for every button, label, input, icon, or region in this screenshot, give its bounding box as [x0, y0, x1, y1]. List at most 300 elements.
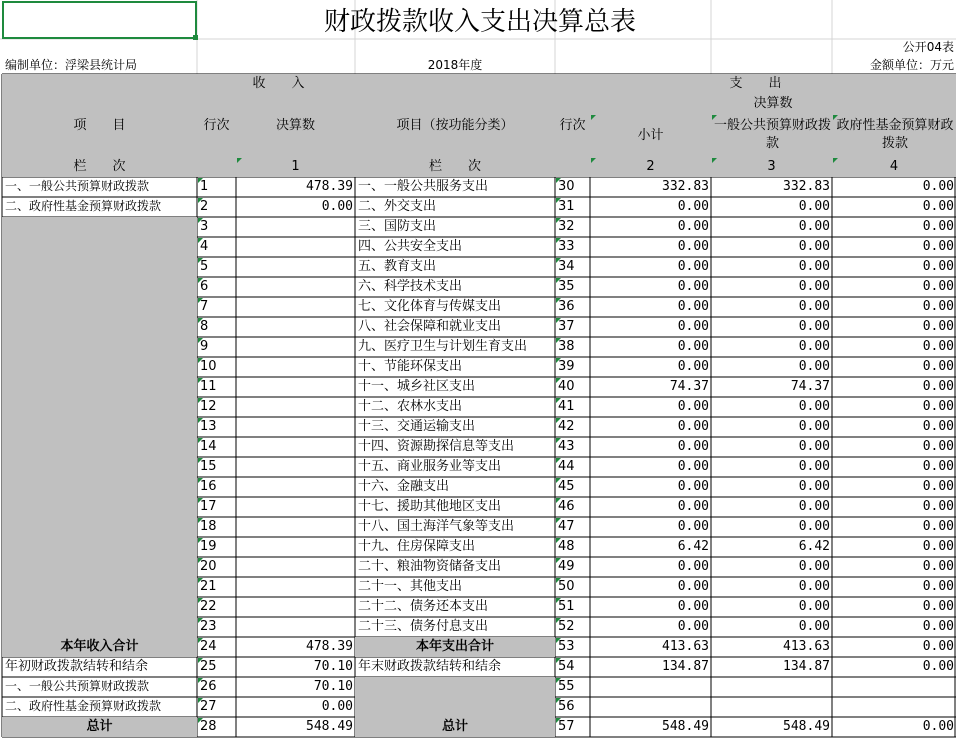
subtotal-cell[interactable] — [590, 677, 711, 697]
cell-note-indicator-icon — [556, 478, 561, 483]
income-row-number: 7 — [200, 299, 209, 314]
cell-note-indicator-icon — [198, 258, 203, 263]
expense-item-cell: 年末财政拨款结转和结余 — [358, 659, 502, 674]
cell-note-indicator-icon — [556, 438, 561, 443]
cell-note-indicator-icon — [198, 398, 203, 403]
expense-item-cell: 三、国防支出 — [358, 219, 437, 234]
cell-note-indicator-icon — [198, 558, 203, 563]
column-label-blank — [197, 157, 236, 177]
income-row-number: 17 — [200, 499, 217, 514]
subtotal-cell[interactable]: 0.00 — [677, 559, 709, 574]
cell-note-indicator-icon — [712, 158, 717, 163]
general-budget-cell[interactable] — [711, 677, 832, 697]
income-amount-cell[interactable] — [236, 477, 355, 497]
cell-note-indicator-icon — [198, 298, 203, 303]
item-header: 项 目 — [2, 94, 197, 157]
income-row-number: 27 — [200, 699, 217, 714]
cell-note-indicator-icon — [556, 178, 561, 183]
income-row-number: 6 — [200, 279, 209, 294]
income-amount-cell[interactable]: 548.49 — [306, 719, 353, 734]
income-amount-cell[interactable] — [236, 377, 355, 397]
subtotal-cell[interactable]: 6.42 — [677, 539, 709, 554]
income-amount-cell[interactable] — [236, 397, 355, 417]
cell-note-indicator-icon — [198, 358, 203, 363]
cell-note-indicator-icon — [556, 618, 561, 623]
cell-note-indicator-icon — [198, 638, 203, 643]
income-amount-cell[interactable] — [236, 337, 355, 357]
gov-fund-cell[interactable]: 0.00 — [922, 619, 954, 634]
column-number-1: 1 — [236, 157, 355, 177]
cell-note-indicator-icon — [556, 638, 561, 643]
income-row-number: 16 — [200, 479, 217, 494]
income-amount-cell[interactable]: 70.10 — [313, 679, 353, 694]
expense-item-cell: 五、教育支出 — [358, 259, 437, 274]
income-amount-cell[interactable] — [236, 417, 355, 437]
cell-note-indicator-icon — [556, 398, 561, 403]
cell-note-indicator-icon — [198, 278, 203, 283]
gov-fund-cell[interactable]: 0.00 — [922, 259, 954, 274]
gov-fund-cell[interactable]: 0.00 — [922, 639, 954, 654]
income-item-cell — [2, 217, 197, 237]
income-row-number: 25 — [200, 659, 217, 674]
expense-row-number: 32 — [558, 219, 575, 234]
gov-fund-cell[interactable]: 0.00 — [922, 439, 954, 454]
cell-note-indicator-icon — [198, 598, 203, 603]
gov-fund-cell[interactable]: 0.00 — [922, 459, 954, 474]
expense-item-cell: 八、社会保障和就业支出 — [358, 319, 502, 334]
subtotal-cell[interactable]: 74.37 — [669, 379, 709, 394]
form-code: 公开04表 — [902, 40, 954, 54]
income-row-number: 26 — [200, 679, 217, 694]
cell-note-indicator-icon — [198, 178, 203, 183]
income-item-cell: 年初财政拨款结转和结余 — [5, 659, 149, 674]
cell-note-indicator-icon — [198, 438, 203, 443]
income-amount-cell[interactable] — [236, 357, 355, 377]
expense-row-number: 35 — [558, 279, 575, 294]
general-budget-cell[interactable]: 134.87 — [783, 659, 830, 674]
general-budget-cell[interactable]: 0.00 — [798, 199, 830, 214]
income-row-number: 2 — [200, 199, 209, 214]
gov-fund-cell[interactable]: 0.00 — [922, 499, 954, 514]
income-row-number: 19 — [200, 539, 217, 554]
cell-note-indicator-icon — [198, 678, 203, 683]
fill-handle[interactable] — [193, 35, 198, 40]
expense-item-cell: 七、文化体育与传媒支出 — [358, 299, 502, 314]
cell-note-indicator-icon — [556, 378, 561, 383]
income-amount-cell[interactable] — [236, 577, 355, 597]
gov-fund-cell[interactable]: 0.00 — [922, 219, 954, 234]
subtotal-cell[interactable]: 413.63 — [662, 639, 709, 654]
income-row-number: 24 — [200, 639, 217, 654]
cell-note-indicator-icon — [198, 378, 203, 383]
function-item-header: 项目（按功能分类） — [355, 94, 555, 157]
cell-note-indicator-icon — [198, 238, 203, 243]
income-row-number: 12 — [200, 399, 217, 414]
general-budget-cell[interactable]: 332.83 — [783, 179, 830, 194]
cell-note-indicator-icon — [556, 338, 561, 343]
income-row-number: 23 — [200, 619, 217, 634]
subtotal-cell[interactable]: 0.00 — [677, 199, 709, 214]
expense-item-cell: 十七、援助其他地区支出 — [358, 499, 502, 514]
expense-item-cell: 十一、城乡社区支出 — [358, 379, 476, 394]
expense-row-number: 40 — [558, 379, 575, 394]
income-item-cell — [2, 397, 197, 417]
expense-row-number: 37 — [558, 319, 575, 334]
subtotal-cell[interactable]: 0.00 — [677, 419, 709, 434]
general-budget-cell[interactable]: 0.00 — [798, 579, 830, 594]
gov-fund-cell[interactable]: 0.00 — [922, 339, 954, 354]
final-amount-header: 决算数 — [590, 94, 956, 114]
cell-note-indicator-icon — [556, 558, 561, 563]
income-item-cell — [2, 577, 197, 597]
income-amount-cell[interactable] — [236, 257, 355, 277]
money-unit: 金额单位：万元 — [869, 58, 954, 72]
cell-note-indicator-icon — [198, 478, 203, 483]
cell-note-indicator-icon — [556, 258, 561, 263]
budget-amount-header: 决算数 — [236, 94, 355, 157]
expense-item-cell: 十五、商业服务业等支出 — [358, 459, 502, 474]
gov-fund-cell[interactable]: 0.00 — [922, 299, 954, 314]
income-amount-cell[interactable] — [236, 277, 355, 297]
general-budget-cell[interactable]: 0.00 — [798, 459, 830, 474]
income-item-cell — [2, 417, 197, 437]
general-budget-cell[interactable]: 0.00 — [798, 559, 830, 574]
expense-row-number: 56 — [558, 699, 575, 714]
general-budget-cell[interactable]: 0.00 — [798, 479, 830, 494]
cell-note-indicator-icon — [198, 318, 203, 323]
expense-row-number: 31 — [558, 199, 575, 214]
active-cell-selection[interactable] — [2, 1, 197, 39]
subtotal-cell[interactable]: 548.49 — [662, 719, 709, 734]
subtotal-cell[interactable]: 0.00 — [677, 399, 709, 414]
gov-fund-cell[interactable]: 0.00 — [922, 559, 954, 574]
income-amount-cell[interactable] — [236, 317, 355, 337]
cell-note-indicator-icon — [556, 418, 561, 423]
column-label-blank-2 — [555, 157, 590, 177]
income-item-cell — [2, 517, 197, 537]
gov-fund-cell[interactable]: 0.00 — [922, 479, 954, 494]
column-label-2: 栏 次 — [355, 157, 555, 177]
income-amount-cell[interactable] — [236, 457, 355, 477]
column-number-4: 4 — [832, 157, 956, 177]
income-item-cell — [2, 237, 197, 257]
subtotal-cell[interactable]: 0.00 — [677, 579, 709, 594]
expense-header: 支 出 — [555, 74, 956, 94]
expense-row-number: 44 — [558, 459, 575, 474]
income-amount-cell[interactable] — [236, 537, 355, 557]
expense-item-cell: 总计 — [355, 717, 555, 737]
cell-note-indicator-icon — [237, 158, 242, 163]
cell-note-indicator-icon — [712, 115, 717, 120]
income-item-cell: 二、政府性基金预算财政拨款 — [5, 699, 162, 713]
subtotal-header: 小计 — [590, 114, 711, 157]
income-item-cell — [2, 257, 197, 277]
general-budget-cell[interactable]: 0.00 — [798, 319, 830, 334]
expense-item-cell: 二十三、债务付息支出 — [358, 619, 489, 634]
cell-note-indicator-icon — [556, 278, 561, 283]
income-row-number: 10 — [200, 359, 217, 374]
expense-row-number: 38 — [558, 339, 575, 354]
subtotal-cell[interactable]: 0.00 — [677, 299, 709, 314]
subtotal-cell[interactable]: 134.87 — [662, 659, 709, 674]
income-item-cell: 一、一般公共预算财政拨款 — [5, 179, 150, 193]
expense-item-cell: 十八、国土海洋气象等支出 — [358, 519, 515, 534]
expense-item-cell: 十二、农林水支出 — [358, 399, 463, 414]
cell-note-indicator-icon — [198, 418, 203, 423]
subtotal-cell[interactable]: 0.00 — [677, 519, 709, 534]
expense-row-number: 46 — [558, 499, 575, 514]
expense-row-number: 30 — [558, 179, 575, 194]
income-amount-cell[interactable] — [236, 217, 355, 237]
cell-note-indicator-icon — [556, 458, 561, 463]
cell-note-indicator-icon — [556, 498, 561, 503]
income-row-number: 21 — [200, 579, 217, 594]
expense-item-cell: 十、节能环保支出 — [358, 359, 463, 374]
income-item-cell — [2, 437, 197, 457]
income-item-cell — [2, 357, 197, 377]
income-row-number: 22 — [200, 599, 217, 614]
expense-row-number: 43 — [558, 439, 575, 454]
gov-fund-header: 政府性基金预算财政拨款 — [832, 114, 956, 157]
subtotal-cell[interactable]: 0.00 — [677, 339, 709, 354]
income-amount-cell[interactable]: 478.39 — [306, 639, 353, 654]
subtotal-cell[interactable]: 0.00 — [677, 479, 709, 494]
income-header: 收 入 — [2, 74, 555, 94]
subtotal-cell[interactable]: 0.00 — [677, 359, 709, 374]
gov-fund-cell[interactable]: 0.00 — [922, 239, 954, 254]
expense-row-number: 50 — [558, 579, 575, 594]
gov-fund-cell[interactable]: 0.00 — [922, 419, 954, 434]
income-amount-cell[interactable] — [236, 237, 355, 257]
cell-note-indicator-icon — [198, 458, 203, 463]
fiscal-year: 2018年度 — [427, 58, 483, 72]
cell-note-indicator-icon — [591, 158, 596, 163]
cell-note-indicator-icon — [556, 218, 561, 223]
gov-fund-cell[interactable]: 0.00 — [922, 599, 954, 614]
income-amount-cell[interactable] — [236, 497, 355, 517]
expense-row-number: 39 — [558, 359, 575, 374]
subtotal-cell[interactable]: 0.00 — [677, 499, 709, 514]
expense-item-cell — [355, 697, 555, 717]
income-item-cell — [2, 537, 197, 557]
cell-note-indicator-icon — [556, 658, 561, 663]
general-budget-cell[interactable]: 0.00 — [798, 219, 830, 234]
cell-note-indicator-icon — [556, 538, 561, 543]
income-amount-cell[interactable] — [236, 617, 355, 637]
cell-note-indicator-icon — [556, 238, 561, 243]
general-budget-cell[interactable]: 0.00 — [798, 619, 830, 634]
expense-row-number: 51 — [558, 599, 575, 614]
gov-fund-cell[interactable]: 0.00 — [922, 199, 954, 214]
subtotal-cell[interactable]: 0.00 — [677, 259, 709, 274]
income-row-number: 18 — [200, 519, 217, 534]
income-amount-cell[interactable] — [236, 437, 355, 457]
income-item-cell — [2, 457, 197, 477]
general-budget-cell[interactable]: 74.37 — [790, 379, 830, 394]
expense-row-number: 48 — [558, 539, 575, 554]
general-budget-cell[interactable]: 413.63 — [783, 639, 830, 654]
expense-item-cell: 本年支出合计 — [355, 637, 555, 657]
cell-note-indicator-icon — [198, 658, 203, 663]
cell-note-indicator-icon — [833, 158, 838, 163]
cell-note-indicator-icon — [591, 115, 596, 120]
subtotal-cell[interactable]: 0.00 — [677, 319, 709, 334]
gov-fund-cell[interactable]: 0.00 — [922, 279, 954, 294]
cell-note-indicator-icon — [556, 518, 561, 523]
income-item-cell: 本年收入合计 — [2, 637, 197, 657]
expense-item-cell: 四、公共安全支出 — [358, 239, 463, 254]
cell-note-indicator-icon — [198, 338, 203, 343]
income-row-number: 15 — [200, 459, 217, 474]
gov-fund-cell[interactable]: 0.00 — [922, 399, 954, 414]
expense-item-cell — [355, 677, 555, 697]
general-budget-cell[interactable] — [711, 697, 832, 717]
expense-item-cell: 二、外交支出 — [358, 199, 437, 214]
general-budget-header: 一般公共预算财政拨款 — [711, 114, 832, 157]
expense-item-cell: 二十一、其他支出 — [358, 579, 463, 594]
gov-fund-cell[interactable]: 0.00 — [922, 719, 954, 734]
expense-item-cell: 十三、交通运输支出 — [358, 419, 476, 434]
gov-fund-cell[interactable] — [832, 677, 956, 697]
cell-note-indicator-icon — [198, 218, 203, 223]
expense-row-number: 53 — [558, 639, 575, 654]
expense-row-number: 41 — [558, 399, 575, 414]
general-budget-cell[interactable]: 548.49 — [783, 719, 830, 734]
gov-fund-cell[interactable] — [832, 697, 956, 717]
expense-row-number: 45 — [558, 479, 575, 494]
income-item-cell — [2, 597, 197, 617]
subtotal-cell[interactable]: 0.00 — [677, 599, 709, 614]
income-row-number: 28 — [200, 719, 217, 734]
cell-note-indicator-icon — [833, 115, 838, 120]
column-number-3: 3 — [711, 157, 832, 177]
expense-item-cell: 一、一般公共服务支出 — [358, 179, 489, 194]
income-row-number: 4 — [200, 239, 209, 254]
income-row-number: 11 — [200, 379, 217, 394]
income-item-cell: 一、一般公共预算财政拨款 — [5, 679, 150, 693]
income-row-number: 13 — [200, 419, 217, 434]
income-row-number: 1 — [200, 179, 209, 194]
cell-note-indicator-icon — [556, 578, 561, 583]
expense-row-number: 57 — [558, 719, 575, 734]
general-budget-cell[interactable]: 0.00 — [798, 599, 830, 614]
cell-note-indicator-icon — [198, 498, 203, 503]
subtotal-cell[interactable]: 332.83 — [662, 179, 709, 194]
expense-item-cell: 二十、粮油物资储备支出 — [358, 559, 502, 574]
cell-note-indicator-icon — [556, 598, 561, 603]
gov-fund-cell[interactable]: 0.00 — [922, 179, 954, 194]
general-budget-cell[interactable]: 0.00 — [798, 359, 830, 374]
income-row-number: 14 — [200, 439, 217, 454]
income-row-number: 20 — [200, 559, 217, 574]
cell-note-indicator-icon — [556, 678, 561, 683]
cell-note-indicator-icon — [198, 538, 203, 543]
cell-note-indicator-icon — [198, 198, 203, 203]
general-budget-cell[interactable]: 0.00 — [798, 419, 830, 434]
general-budget-cell[interactable]: 0.00 — [798, 259, 830, 274]
expense-item-cell: 二十二、债务还本支出 — [358, 599, 489, 614]
column-label: 栏 次 — [2, 157, 197, 177]
cell-note-indicator-icon — [198, 718, 203, 723]
subtotal-cell[interactable]: 0.00 — [677, 459, 709, 474]
gov-fund-cell[interactable]: 0.00 — [922, 379, 954, 394]
expense-row-number: 42 — [558, 419, 575, 434]
cell-note-indicator-icon — [556, 358, 561, 363]
income-amount-cell[interactable] — [236, 557, 355, 577]
cell-note-indicator-icon — [198, 518, 203, 523]
row-no-header-2: 行次 — [555, 94, 590, 157]
cell-note-indicator-icon — [198, 578, 203, 583]
income-item-cell — [2, 617, 197, 637]
gov-fund-cell[interactable]: 0.00 — [922, 539, 954, 554]
income-row-number: 5 — [200, 259, 209, 274]
expense-row-number: 49 — [558, 559, 575, 574]
income-amount-cell[interactable] — [236, 517, 355, 537]
reporting-unit: 编制单位：浮梁县统计局 — [5, 58, 138, 72]
gov-fund-cell[interactable]: 0.00 — [922, 659, 954, 674]
income-item-cell — [2, 337, 197, 357]
income-row-number: 3 — [200, 219, 209, 234]
expense-item-cell: 六、科学技术支出 — [358, 279, 463, 294]
subtotal-cell[interactable]: 0.00 — [677, 619, 709, 634]
expense-item-cell: 十六、金融支出 — [358, 479, 450, 494]
income-item-cell: 二、政府性基金预算财政拨款 — [5, 199, 162, 213]
income-item-cell — [2, 557, 197, 577]
subtotal-cell[interactable]: 0.00 — [677, 219, 709, 234]
general-budget-cell[interactable]: 6.42 — [798, 539, 830, 554]
income-row-number: 8 — [200, 319, 209, 334]
expense-row-number: 54 — [558, 659, 575, 674]
income-row-number: 9 — [200, 339, 209, 354]
cell-note-indicator-icon — [556, 718, 561, 723]
income-amount-cell[interactable] — [236, 597, 355, 617]
income-amount-cell[interactable]: 70.10 — [313, 659, 353, 674]
expense-item-cell: 九、医疗卫生与计划生育支出 — [358, 339, 528, 354]
gov-fund-cell[interactable]: 0.00 — [922, 579, 954, 594]
cell-note-indicator-icon — [556, 298, 561, 303]
general-budget-cell[interactable]: 0.00 — [798, 439, 830, 454]
page-title: 财政拨款收入支出决算总表 — [323, 7, 636, 37]
income-item-cell — [2, 377, 197, 397]
subtotal-cell[interactable]: 0.00 — [677, 439, 709, 454]
income-item-cell — [2, 477, 197, 497]
expense-row-number: 47 — [558, 519, 575, 534]
income-amount-cell[interactable]: 478.39 — [306, 179, 353, 194]
expense-row-number: 55 — [558, 679, 575, 694]
subtotal-cell[interactable]: 0.00 — [677, 279, 709, 294]
gov-fund-cell[interactable]: 0.00 — [922, 359, 954, 374]
subtotal-cell[interactable] — [590, 697, 711, 717]
gov-fund-cell[interactable]: 0.00 — [922, 519, 954, 534]
general-budget-cell[interactable]: 0.00 — [798, 339, 830, 354]
general-budget-cell[interactable]: 0.00 — [798, 499, 830, 514]
general-budget-cell[interactable]: 0.00 — [798, 239, 830, 254]
expense-row-number: 34 — [558, 259, 575, 274]
general-budget-cell[interactable]: 0.00 — [798, 279, 830, 294]
expense-item-cell: 十四、资源勘探信息等支出 — [358, 439, 515, 454]
income-amount-cell[interactable]: 0.00 — [321, 699, 353, 714]
income-amount-cell[interactable] — [236, 297, 355, 317]
subtotal-cell[interactable]: 0.00 — [677, 239, 709, 254]
cell-note-indicator-icon — [198, 698, 203, 703]
general-budget-cell[interactable]: 0.00 — [798, 519, 830, 534]
general-budget-cell[interactable]: 0.00 — [798, 399, 830, 414]
income-amount-cell[interactable]: 0.00 — [321, 199, 353, 214]
income-item-cell — [2, 497, 197, 517]
general-budget-cell[interactable]: 0.00 — [798, 299, 830, 314]
income-item-cell — [2, 297, 197, 317]
gov-fund-cell[interactable]: 0.00 — [922, 319, 954, 334]
